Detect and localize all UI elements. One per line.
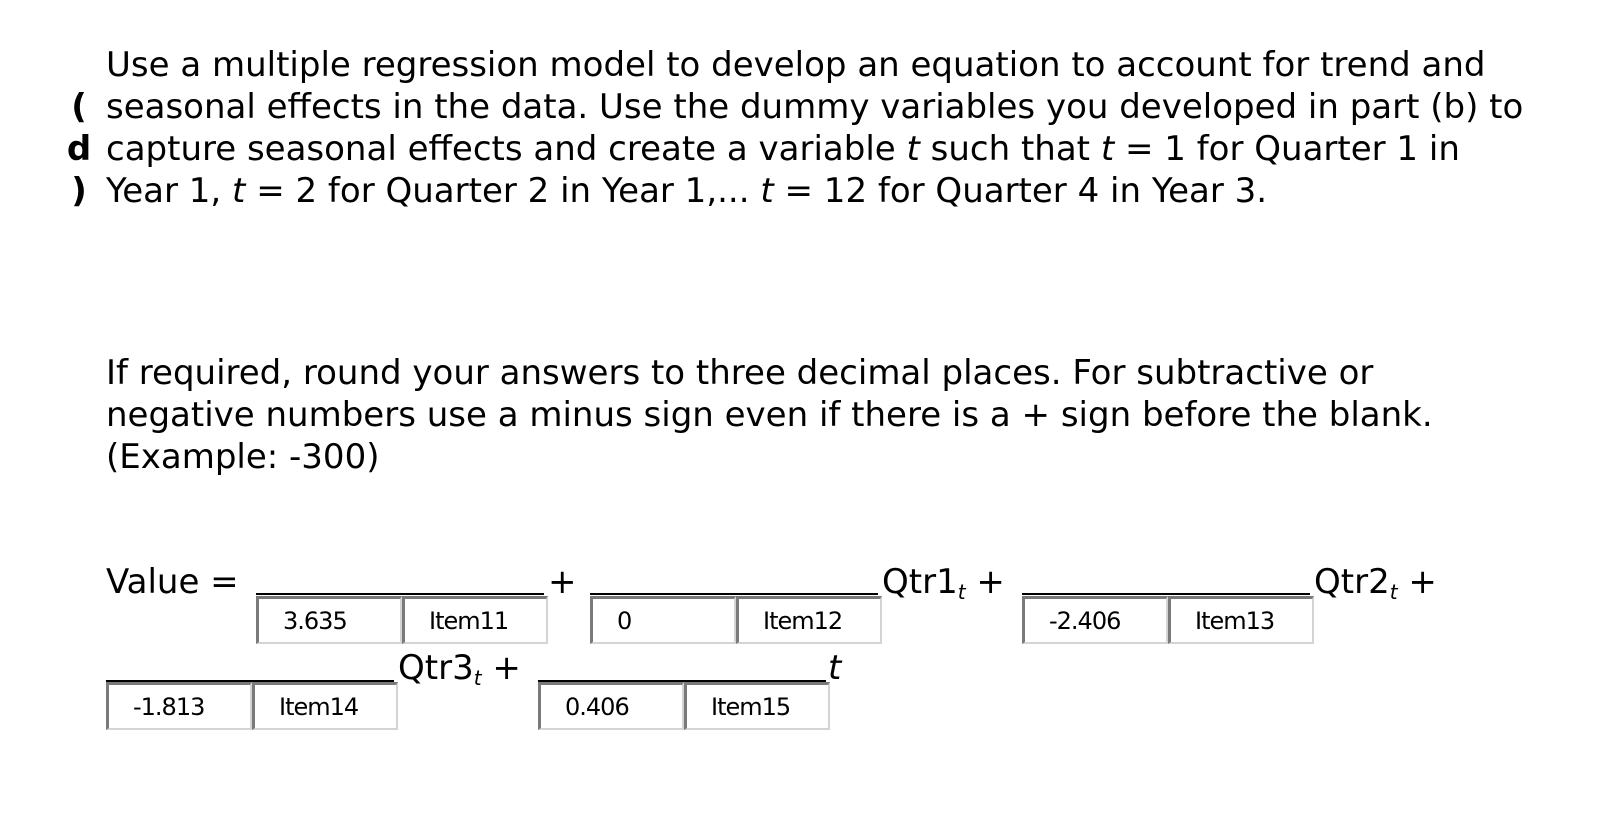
question-part: Use a multiple regression model to develop an equation to account for trend and seasonal effects in the data. Use the dummy variables you developed in part (b) to capture seasonal effects and create a variable — [106, 45, 1524, 169]
coefficient-input-3[interactable]: -2.406 — [1022, 596, 1168, 644]
variable-t: t — [828, 648, 842, 688]
subscript-t: t — [957, 580, 966, 604]
qtr3-label: Qtr3 — [398, 648, 474, 688]
blank-line — [590, 593, 878, 595]
plus-sign: + — [1408, 562, 1437, 602]
coefficient-input-4[interactable]: -1.813 — [106, 682, 252, 730]
item-dropdown-2[interactable]: Item12 — [736, 596, 882, 644]
question-part: = 1 for Quarter 1 in Year 1, — [106, 129, 1460, 211]
coefficient-input-1[interactable]: 3.635 — [256, 596, 402, 644]
item-dropdown-1[interactable]: Item11 — [402, 596, 548, 644]
subscript-t: t — [1389, 580, 1398, 604]
item-dropdown-5[interactable]: Item15 — [684, 682, 830, 730]
part-marker-open: ( — [71, 87, 87, 127]
plus-sign: + — [492, 648, 521, 688]
part-marker — [66, 86, 92, 212]
blank-line — [1022, 593, 1310, 595]
plus-sign: + — [548, 562, 577, 602]
qtr2-label: Qtr2 — [1314, 562, 1390, 602]
question-part: = 12 for Quarter 4 in Year 3. — [773, 171, 1268, 211]
part-marker-close: ) — [71, 171, 87, 211]
variable-t: t — [906, 129, 920, 169]
qtr3-term — [398, 648, 521, 698]
item-dropdown-4[interactable]: Item14 — [252, 682, 398, 730]
coefficient-input-2[interactable]: 0 — [590, 596, 736, 644]
coefficient-input-5[interactable]: 0.406 — [538, 682, 684, 730]
subscript-t: t — [473, 666, 482, 690]
instructions-text: If required, round your answers to three decimal places. For subtractive or negative numbers use a minus sign even if there is a + sign before the blank. (Example: -300) — [106, 353, 1433, 477]
question-part: such that — [919, 129, 1101, 169]
plus-sign: + — [976, 562, 1005, 602]
variable-t: t — [760, 171, 774, 211]
question-text — [106, 44, 1526, 212]
variable-t: t — [232, 171, 246, 211]
item-dropdown-3[interactable]: Item13 — [1168, 596, 1314, 644]
blank-line — [256, 593, 544, 595]
qtr1-term — [882, 562, 1005, 612]
trend-term — [828, 648, 841, 688]
qtr2-term — [1314, 562, 1437, 612]
variable-t: t — [1100, 129, 1115, 169]
equation-lhs: Value = — [106, 562, 239, 602]
question-part: = 2 for Quarter 2 in Year 1,... — [245, 171, 761, 211]
part-marker-letter: d — [66, 129, 92, 169]
qtr1-label: Qtr1 — [882, 562, 958, 602]
